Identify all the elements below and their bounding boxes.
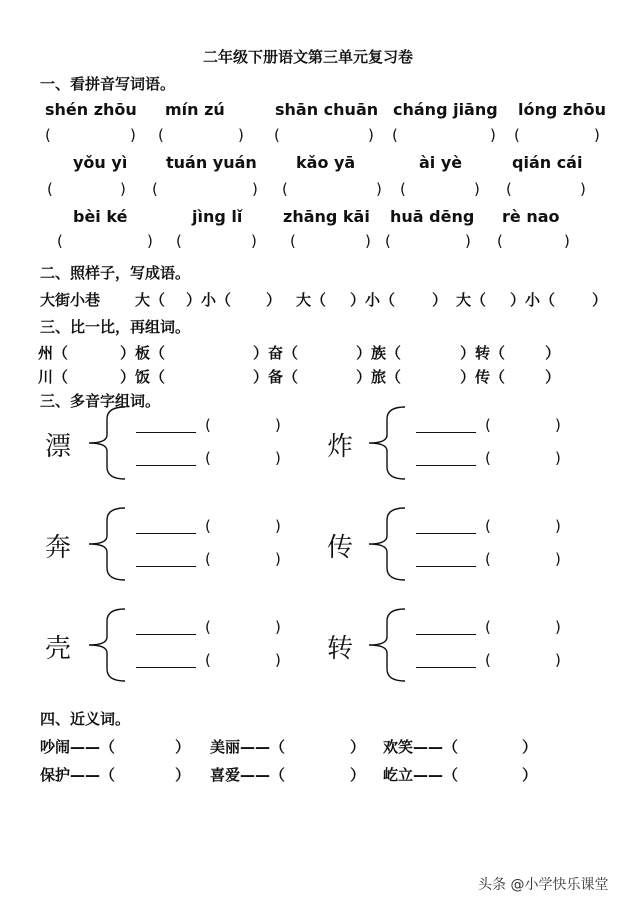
answer-blank-open: ( <box>506 180 512 198</box>
synonym-item: 喜爱——（ <box>210 766 286 784</box>
answer-blank-open: ( <box>205 416 211 434</box>
answer-blank-close: ) <box>238 126 244 144</box>
answer-blank-open: ( <box>205 449 211 467</box>
answer-blank-close: ) <box>580 180 586 198</box>
answer-blank-open: ( <box>45 126 51 144</box>
synonym-item: 美丽——（ <box>210 738 286 756</box>
answer-blank-close: ) <box>252 180 258 198</box>
synonym-item: 保护——（ <box>40 766 116 784</box>
pinyin-label: shān chuān <box>275 100 379 119</box>
synonym-item: 屹立——（ <box>383 766 459 784</box>
answer-blank-close: ) <box>465 232 471 250</box>
answer-blank-close: ) <box>564 232 570 250</box>
section-1-heading: 一、看拼音写词语。 <box>40 75 176 93</box>
answer-blank-close: ) <box>474 180 480 198</box>
answer-line <box>136 533 196 534</box>
polyphone-character: 传 <box>327 533 354 563</box>
answer-blank-close: ) <box>275 618 281 636</box>
pinyin-label: jìng lǐ <box>192 207 243 226</box>
answer-blank-open: ( <box>57 232 63 250</box>
compare-item: ）板（ <box>120 344 166 362</box>
answer-blank-close: ) <box>365 232 371 250</box>
pinyin-label: cháng jiāng <box>393 100 498 119</box>
answer-blank-open: ( <box>485 416 491 434</box>
synonym-item: ） <box>350 738 366 756</box>
answer-line <box>416 634 476 635</box>
answer-blank-close: ) <box>275 517 281 535</box>
section-4-heading: 三、多音字组词。 <box>40 392 161 410</box>
pinyin-label: kǎo yā <box>296 153 356 172</box>
polyphone-character: 奔 <box>45 533 72 563</box>
answer-blank-close: ) <box>275 651 281 669</box>
answer-blank-open: ( <box>205 618 211 636</box>
pinyin-label: ài yè <box>419 153 463 172</box>
pinyin-label: zhāng kāi <box>283 207 370 226</box>
answer-blank-open: ( <box>205 550 211 568</box>
answer-blank-open: ( <box>152 180 158 198</box>
pinyin-label: tuán yuán <box>166 153 257 172</box>
compare-item: ）族（ <box>356 344 402 362</box>
answer-blank-open: ( <box>485 517 491 535</box>
section-5-heading: 四、近义词。 <box>40 710 131 728</box>
answer-blank-close: ) <box>120 180 126 198</box>
answer-blank-close: ) <box>275 449 281 467</box>
compare-item: ） <box>545 368 561 386</box>
idiom-blank-item: ）小（ <box>510 291 556 309</box>
answer-blank-close: ) <box>147 232 153 250</box>
brace-icon <box>85 506 129 582</box>
answer-blank-close: ) <box>555 449 561 467</box>
synonym-item: 吵闹——（ <box>40 738 116 756</box>
answer-blank-close: ) <box>555 550 561 568</box>
answer-blank-open: ( <box>282 180 288 198</box>
synonym-item: ） <box>350 766 366 784</box>
synonym-item: ） <box>522 766 538 784</box>
pinyin-label: bèi ké <box>73 207 128 226</box>
pinyin-label: yǒu yì <box>73 153 128 172</box>
answer-blank-open: ( <box>47 180 53 198</box>
answer-blank-open: ( <box>176 232 182 250</box>
answer-blank-close: ) <box>251 232 257 250</box>
brace-icon <box>365 607 409 683</box>
section-2-heading: 二、照样子，写成语。 <box>40 264 191 282</box>
section-3-heading: 三、比一比，再组词。 <box>40 318 191 336</box>
answer-blank-close: ) <box>376 180 382 198</box>
answer-line <box>416 465 476 466</box>
answer-blank-open: ( <box>392 126 398 144</box>
synonym-item: 欢笑——（ <box>383 738 459 756</box>
answer-line <box>136 465 196 466</box>
compare-item: ）奋（ <box>253 344 299 362</box>
answer-blank-open: ( <box>514 126 520 144</box>
answer-blank-open: ( <box>485 651 491 669</box>
pinyin-label: mín zú <box>165 100 225 119</box>
brace-icon <box>85 405 129 481</box>
answer-line <box>416 566 476 567</box>
idiom-blank-item: ） <box>592 291 608 309</box>
answer-line <box>416 533 476 534</box>
answer-line <box>416 432 476 433</box>
idiom-blank-item: ） <box>266 291 282 309</box>
answer-blank-open: ( <box>158 126 164 144</box>
answer-blank-close: ) <box>555 618 561 636</box>
answer-blank-close: ) <box>275 416 281 434</box>
answer-line <box>136 432 196 433</box>
answer-blank-open: ( <box>274 126 280 144</box>
compare-item: 川（ <box>38 368 69 386</box>
synonym-item: ） <box>175 738 191 756</box>
answer-blank-open: ( <box>385 232 391 250</box>
compare-item: ）备（ <box>253 368 299 386</box>
idiom-blank-item: ）小（ <box>350 291 396 309</box>
compare-item: ）传（ <box>460 368 506 386</box>
pinyin-label: rè nao <box>502 207 560 226</box>
pinyin-label: shén zhōu <box>45 100 137 119</box>
polyphone-character: 壳 <box>45 634 72 664</box>
answer-blank-open: ( <box>290 232 296 250</box>
answer-blank-close: ) <box>130 126 136 144</box>
pinyin-label: lóng zhōu <box>518 100 606 119</box>
compare-item: ）饭（ <box>120 368 166 386</box>
brace-icon <box>85 607 129 683</box>
idiom-blank-item: 大（ <box>135 291 166 309</box>
answer-blank-open: ( <box>205 517 211 535</box>
answer-line <box>136 566 196 567</box>
idiom-blank-item: 大（ <box>296 291 327 309</box>
polyphone-character: 炸 <box>327 432 354 462</box>
synonym-item: ） <box>522 738 538 756</box>
answer-blank-close: ) <box>275 550 281 568</box>
answer-blank-close: ) <box>594 126 600 144</box>
idiom-blank-item: ）小（ <box>186 291 232 309</box>
pinyin-label: huā dēng <box>390 207 475 226</box>
idiom-example: 大街小巷 <box>40 291 101 309</box>
page-title: 二年级下册语文第三单元复习卷 <box>203 48 414 66</box>
answer-blank-open: ( <box>485 618 491 636</box>
idiom-blank-item: ） <box>432 291 448 309</box>
brace-icon <box>365 506 409 582</box>
pinyin-label: qián cái <box>512 153 583 172</box>
answer-line <box>416 667 476 668</box>
answer-blank-close: ) <box>555 517 561 535</box>
watermark-text: 头条 @小学快乐课堂 <box>478 877 609 893</box>
answer-blank-open: ( <box>485 550 491 568</box>
answer-blank-close: ) <box>555 416 561 434</box>
answer-blank-open: ( <box>497 232 503 250</box>
idiom-blank-item: 大（ <box>456 291 487 309</box>
brace-icon <box>365 405 409 481</box>
answer-line <box>136 667 196 668</box>
answer-line <box>136 634 196 635</box>
answer-blank-close: ) <box>490 126 496 144</box>
compare-item: ） <box>545 344 561 362</box>
answer-blank-open: ( <box>485 449 491 467</box>
compare-item: ）旅（ <box>356 368 402 386</box>
answer-blank-close: ) <box>368 126 374 144</box>
compare-item: ）转（ <box>460 344 506 362</box>
answer-blank-close: ) <box>555 651 561 669</box>
compare-item: 州（ <box>38 344 69 362</box>
answer-blank-open: ( <box>400 180 406 198</box>
polyphone-character: 转 <box>327 634 354 664</box>
synonym-item: ） <box>175 766 191 784</box>
polyphone-character: 漂 <box>45 432 72 462</box>
answer-blank-open: ( <box>205 651 211 669</box>
